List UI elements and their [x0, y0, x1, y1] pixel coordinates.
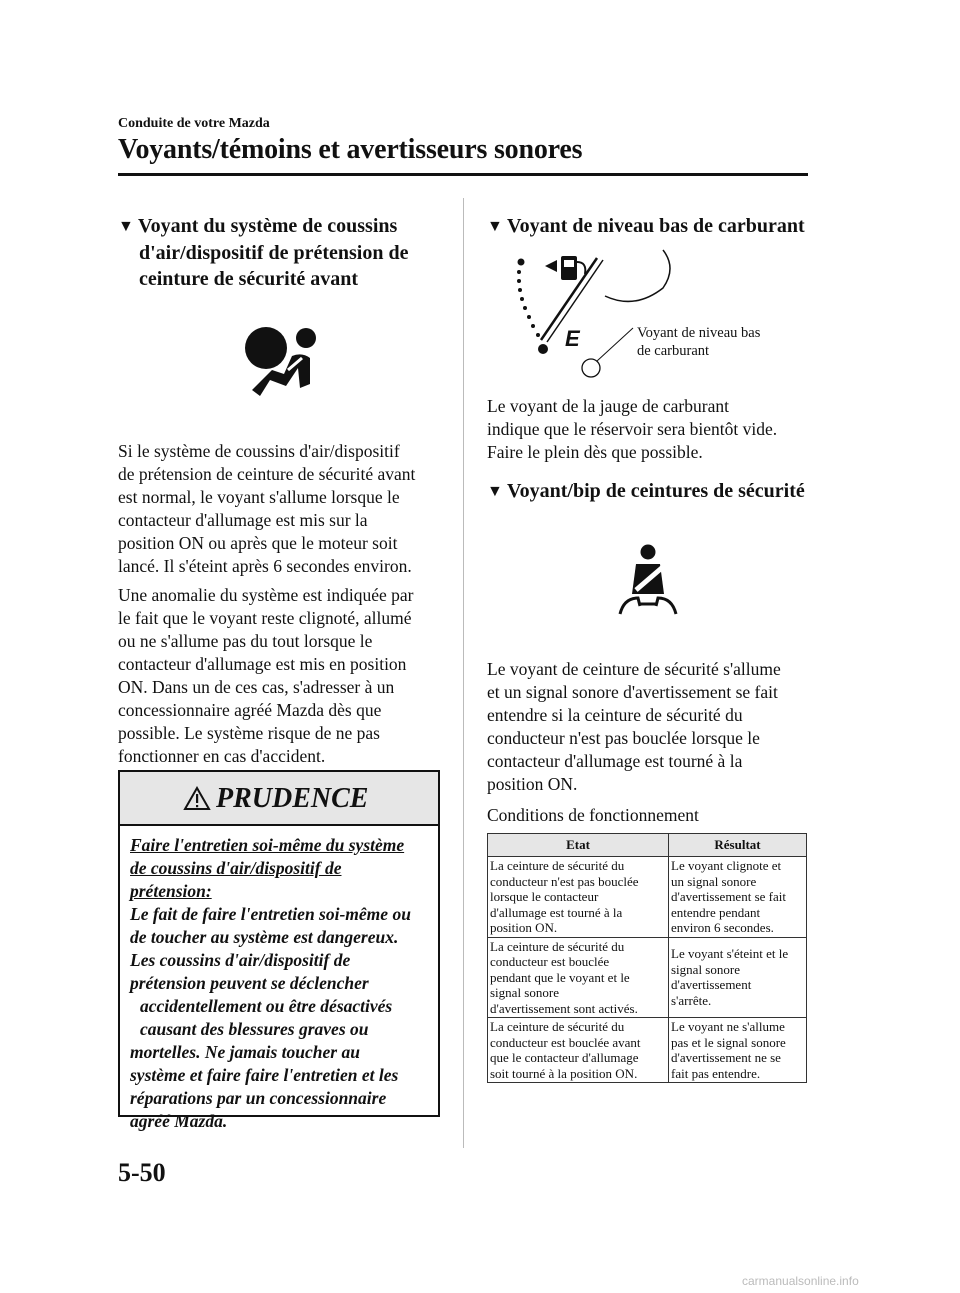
column-divider — [463, 198, 464, 1148]
caution-box — [118, 770, 440, 1131]
cell-line: s'arrête. — [671, 992, 712, 1008]
text-line: position ON. — [487, 774, 578, 794]
table-header-cell: Résultat — [669, 834, 807, 857]
cell-line: d'avertissement sont activés. — [490, 1000, 638, 1016]
text-line: le fait que le voyant reste clignoté, allumé — [118, 608, 412, 628]
text-line: entendre si la ceinture de sécurité du — [487, 705, 743, 725]
cell-line: Le voyant clignote et — [671, 858, 782, 873]
text-line: ON. Dans un de ces cas, s'adresser à un — [118, 677, 395, 697]
gauge-empty-letter: E — [565, 326, 580, 351]
caution-line: Le fait de faire l'entretien soi-même ou — [130, 904, 411, 924]
cell-line: d'allumage est tourné à la — [490, 904, 623, 920]
caution-line: système et faire faire l'entretien et les — [130, 1065, 399, 1085]
conditions-table — [487, 833, 807, 1083]
caution-subtitle-line: prétension: — [130, 881, 212, 901]
caution-line: prétension peuvent se déclencher — [130, 973, 369, 993]
seatbelt-warning-icon — [614, 544, 682, 620]
airbag-heading — [118, 213, 448, 292]
footer-watermark: carmanualsonline.info — [742, 1274, 859, 1288]
caution-text — [130, 834, 432, 1133]
fuel-gauge-illustration — [505, 248, 685, 383]
cell-line: position ON. — [490, 920, 558, 935]
cell-line: fait pas entendre. — [671, 1065, 761, 1081]
title-rule — [118, 173, 808, 176]
cell-line: signal sonore — [490, 985, 559, 1000]
text-line: et un signal sonore d'avertissement se fait — [487, 682, 778, 702]
table-header-row — [488, 834, 807, 857]
text-line: contacteur d'allumage est mis en position — [118, 654, 407, 674]
seatbelt-heading — [487, 478, 817, 505]
text-line: indique que le réservoir sera bientôt vide. — [487, 419, 778, 439]
triangle-bullet-icon: ▼ — [487, 483, 503, 500]
airbag-heading-line: Voyant du système de coussins — [138, 215, 398, 237]
caution-line: de toucher au système est dangereux. — [130, 927, 399, 947]
conditions-label: Conditions de fonctionnement — [487, 805, 699, 825]
text-line: Faire le plein dès que possible. — [487, 442, 703, 462]
caution-line: Les coussins d'air/dispositif de — [130, 950, 351, 970]
cell-line: La ceinture de sécurité du — [490, 1019, 625, 1034]
cell-line: que le contacteur d'allumage — [490, 1050, 639, 1065]
cell-line: conducteur est bouclée avant — [490, 1034, 641, 1050]
triangle-bullet-icon: ▼ — [118, 218, 134, 235]
airbag-heading-line: d'air/dispositif de prétension de — [139, 242, 409, 264]
fuel-heading-text: Voyant de niveau bas de carburant — [507, 215, 805, 237]
caution-header — [120, 772, 438, 826]
cell-line: signal sonore — [671, 961, 740, 977]
text-line: de prétension de ceinture de sécurité avant — [118, 464, 416, 484]
text-line: position ON ou après que le moteur soit — [118, 533, 398, 553]
table-cell — [488, 857, 669, 938]
fuel-heading — [487, 213, 817, 240]
cell-line: pendant que le voyant et le — [490, 969, 630, 985]
table-cell — [669, 1018, 807, 1083]
airbag-paragraph-2 — [118, 584, 448, 768]
cell-line: pas et le signal sonore — [671, 1034, 786, 1050]
caution-line: mortelles. Ne jamais toucher au — [130, 1042, 360, 1062]
cell-line: La ceinture de sécurité du — [490, 938, 625, 954]
text-line: Le voyant de la jauge de carburant — [487, 396, 729, 416]
callout-line: de carburant — [637, 343, 710, 359]
cell-line: d'avertissement — [671, 977, 752, 993]
text-line: lancé. Il s'éteint après 6 secondes environ. — [118, 556, 412, 576]
cell-line: conducteur n'est pas bouclée — [490, 873, 639, 889]
caution-line: réparations par un concessionnaire — [130, 1088, 387, 1108]
page-title: Voyants/témoins et avertisseurs sonores — [118, 134, 583, 165]
cell-line: Le voyant ne s'allume — [671, 1019, 785, 1034]
triangle-bullet-icon: ▼ — [487, 218, 503, 235]
cell-line: environ 6 secondes. — [671, 920, 774, 935]
airbag-heading-line: ceinture de sécurité avant — [139, 268, 359, 290]
caution-line: causant des blessures graves ou — [140, 1019, 369, 1039]
text-line: contacteur d'allumage est tourné à la — [487, 751, 743, 771]
seatbelt-paragraph — [487, 658, 817, 796]
cell-line: La ceinture de sécurité du — [490, 858, 625, 873]
text-line: Le voyant de ceinture de sécurité s'allume — [487, 659, 781, 679]
cell-line: d'avertissement ne se — [671, 1050, 781, 1065]
chapter-label: Conduite de votre Mazda — [118, 116, 270, 131]
cell-line: soit tourné à la position ON. — [490, 1065, 638, 1081]
airbag-passenger-icon — [244, 322, 320, 398]
table-cell — [669, 937, 807, 1018]
caution-subtitle-line: Faire l'entretien soi-même du système — [130, 835, 405, 855]
text-line: ou ne s'allume pas du tout lorsque le — [118, 631, 373, 651]
callout-line: Voyant de niveau bas — [637, 325, 761, 341]
cell-line: conducteur est bouclée — [490, 954, 610, 969]
text-line: concessionnaire agréé Mazda dès que — [118, 700, 382, 720]
warning-triangle-icon — [183, 786, 211, 811]
caution-title: PRUDENCE — [216, 783, 369, 814]
fuel-paragraph — [487, 395, 817, 464]
cell-line: lorsque le contacteur — [490, 889, 599, 904]
text-line: possible. Le système risque de ne pas — [118, 723, 380, 743]
table-header-cell: Etat — [488, 834, 669, 857]
text-line: Si le système de coussins d'air/dispositif — [118, 441, 400, 461]
fuel-callout-label — [637, 324, 760, 360]
text-line: fonctionner en cas d'accident. — [118, 746, 326, 766]
table-row — [488, 937, 807, 1018]
text-line: contacteur d'allumage est mis sur la — [118, 510, 368, 530]
cell-line: entendre pendant — [671, 904, 761, 920]
caution-line: accidentellement ou être désactivés — [140, 996, 393, 1016]
table-cell — [669, 857, 807, 938]
table-cell — [488, 1018, 669, 1083]
cell-line: d'avertissement se fait — [671, 889, 786, 904]
text-line: conducteur n'est pas bouclée lorsque le — [487, 728, 760, 748]
table-row — [488, 857, 807, 938]
seatbelt-heading-text: Voyant/bip de ceintures de sécurité — [507, 480, 805, 502]
text-line: Une anomalie du système est indiquée par — [118, 585, 414, 605]
text-line: est normal, le voyant s'allume lorsque le — [118, 487, 400, 507]
table-cell — [488, 937, 669, 1018]
caution-line: agréé Mazda. — [130, 1111, 228, 1131]
table-row — [488, 1018, 807, 1083]
page-number: 5-50 — [118, 1158, 166, 1187]
cell-line: Le voyant s'éteint et le — [671, 946, 789, 962]
caution-subtitle-line: de coussins d'air/dispositif de — [130, 858, 342, 878]
airbag-paragraph-1 — [118, 440, 448, 578]
cell-line: un signal sonore — [671, 873, 757, 889]
